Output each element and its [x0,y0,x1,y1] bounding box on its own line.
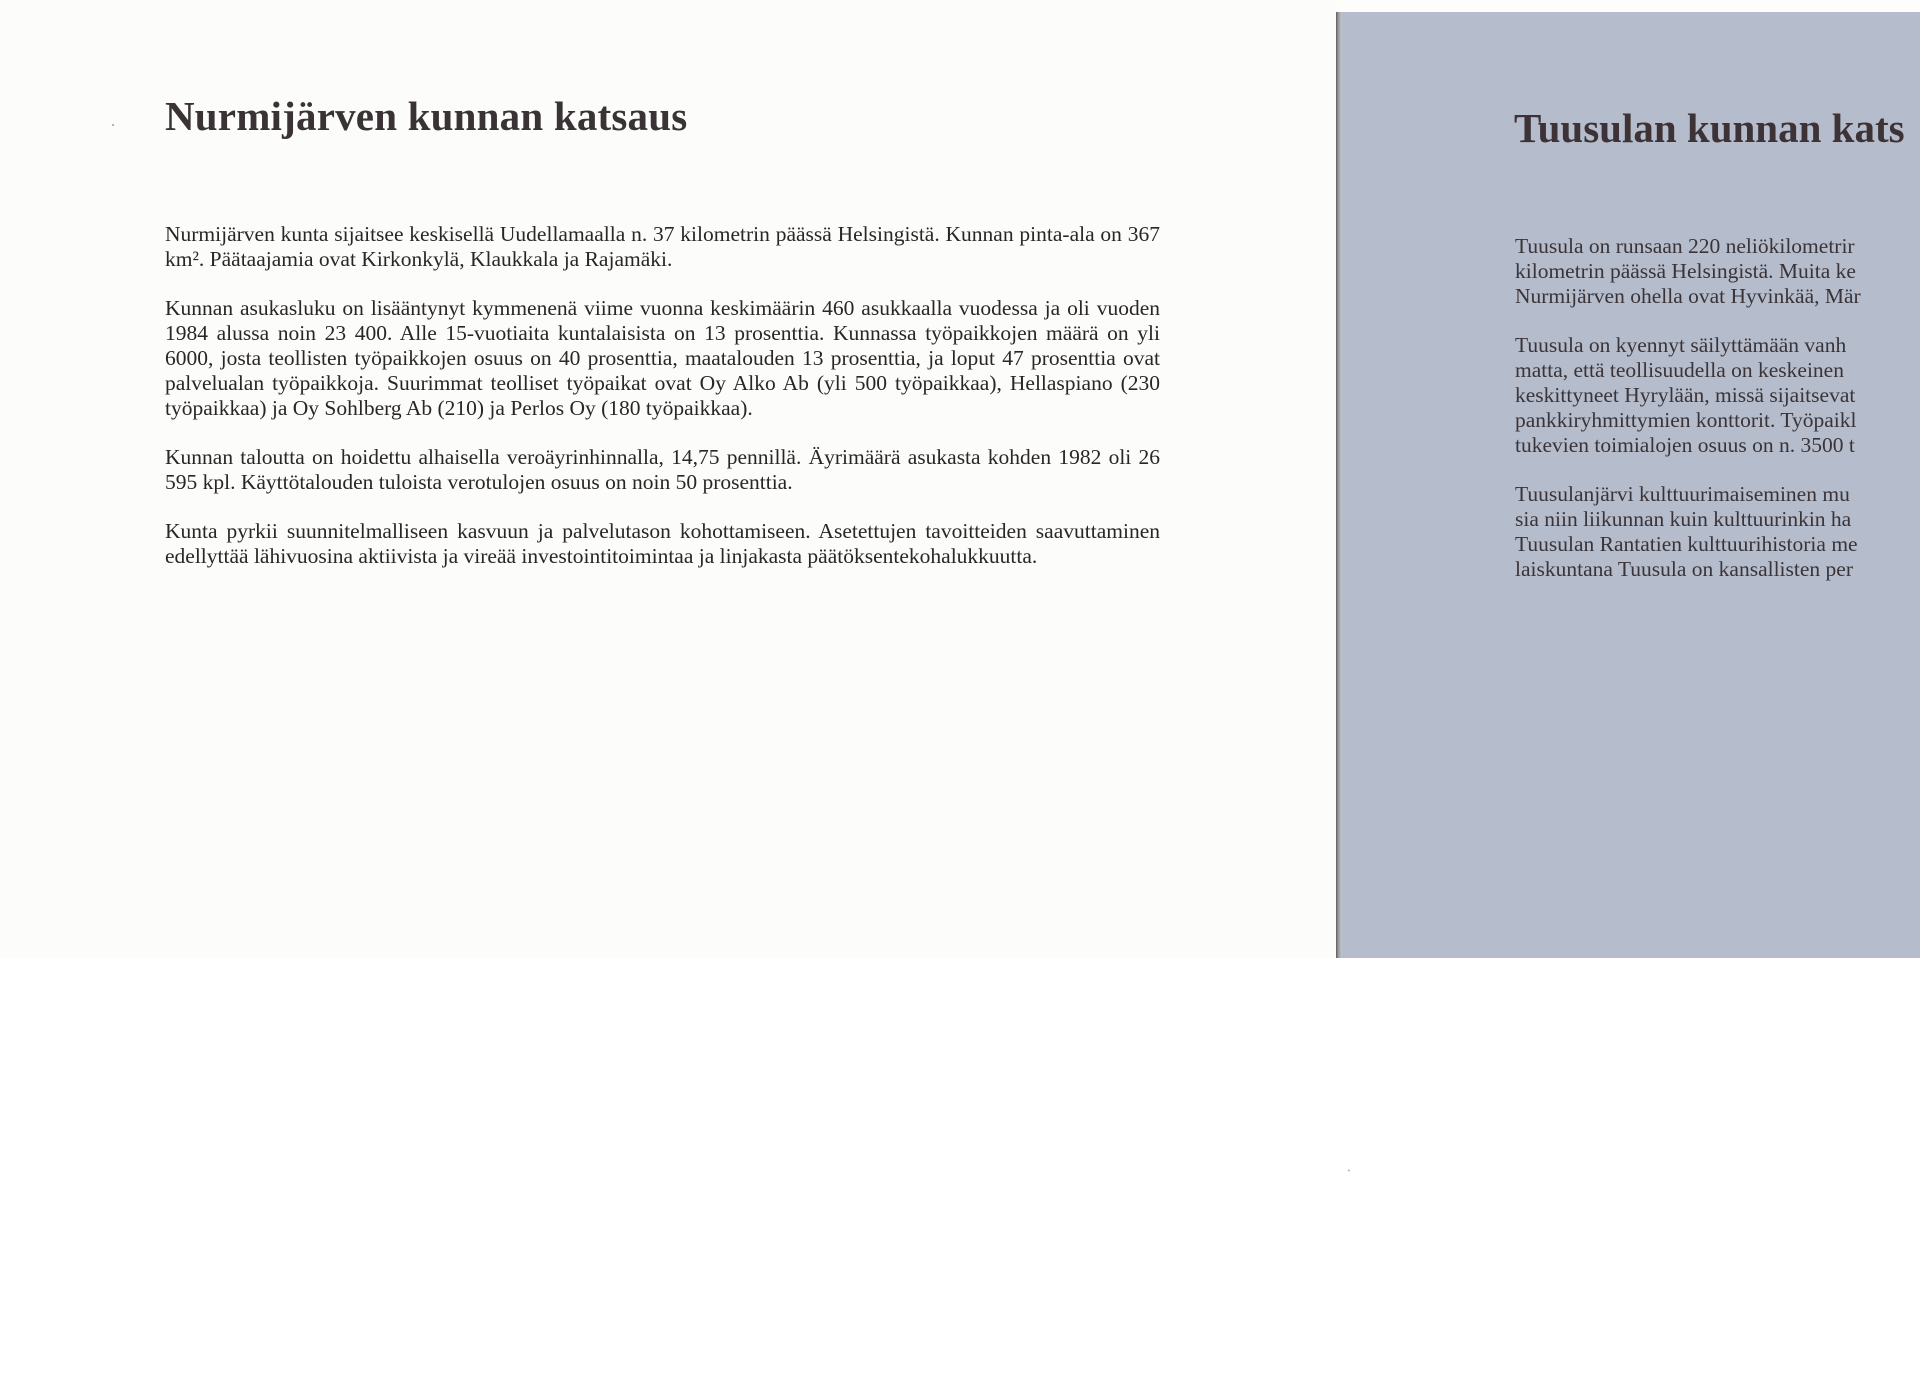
right-page [1342,12,1920,958]
right-paragraph-industry [1515,333,1920,458]
text-line: sia niin liikunnan kuin kulttuurinkin ha [1515,507,1852,531]
text-line: Tuusulan Rantatien kulttuurihistoria me [1515,532,1858,556]
text-line: Tuusula on kyennyt säilyttämään vanh [1515,333,1847,357]
text-line: kilometrin päässä Helsingistä. Muita ke [1515,259,1856,283]
scan-speck: ˎ [1347,1158,1351,1172]
text-line: laiskuntana Tuusula on kansallisten per [1515,557,1853,581]
text-line: keskittyneet Hyrylään, missä sijaitsevat [1515,383,1856,407]
right-paragraph-culture [1515,482,1920,582]
left-page-title: Nurmijärven kunnan katsaus [165,93,688,139]
paragraph-location: Nurmijärven kunta sijaitsee keskisellä Uudellamaalla n. 37 kilometrin päässä Helsingistä. Kunnan pinta-ala on 367 km². Päätaajamia ovat Kirkonkylä, Klaukkala ja Rajamäki. [165,222,1160,271]
left-page-body [165,222,1160,569]
text-line: Tuusulanjärvi kulttuurimaiseminen mu [1515,482,1850,506]
text-line: matta, että teollisuudella on keskeinen [1515,358,1844,382]
text-line: pankkiryhmittymien konttorit. Työpaikl [1515,408,1857,432]
paragraph-population: Kunnan asukasluku on lisääntynyt kymmenenä viime vuonna keskimäärin 460 asukkaalla vuodessa ja oli vuoden 1984 alussa noin 23 400. Alle 15-vuotiaita kuntalaisista on 13 prosenttia. Kunnassa työpaikkojen määrä on yli 6000, josta teollisten työpaikkojen osuus on 40 prosenttia, maatalouden 13 prosenttia, ja loput 47 prosenttia ovat palvelualan työpaikkoja. Suurimmat teolliset työpaikat ovat Oy Alko Ab (yli 500 työpaikkaa), Hellaspiano (230 työpaikkaa) ja Oy Sohlberg Ab (210) ja Perlos Oy (180 työpaikkaa). [165,296,1160,420]
right-page-title: Tuusulan kunnan kats [1514,105,1905,151]
margin-speck [112,124,114,126]
text-line: tukevien toimialojen osuus on n. 3500 t [1515,433,1855,457]
left-page [0,0,1336,958]
right-paragraph-location [1515,234,1920,309]
paragraph-goals: Kunta pyrkii suunnitelmalliseen kasvuun ja palvelutason kohottamiseen. Asetettujen tavoitteiden saavuttaminen edellyttää lähivuosina aktiivista ja vireää investointitoimintaa ja linjakasta päätöksentekohalukkuutta. [165,519,1160,568]
paragraph-economy: Kunnan taloutta on hoidettu alhaisella veroäyrinhinnalla, 14,75 pennillä. Äyrimäärä asukasta kohden 1982 oli 26 595 kpl. Käyttötalouden tuloista verotulojen osuus on noin 50 prosenttia. [165,445,1160,494]
text-line: Nurmijärven ohella ovat Hyvinkää, Mär [1515,284,1861,308]
text-line: Tuusula on runsaan 220 neliökilometrir [1515,234,1855,258]
right-page-body [1515,234,1920,582]
